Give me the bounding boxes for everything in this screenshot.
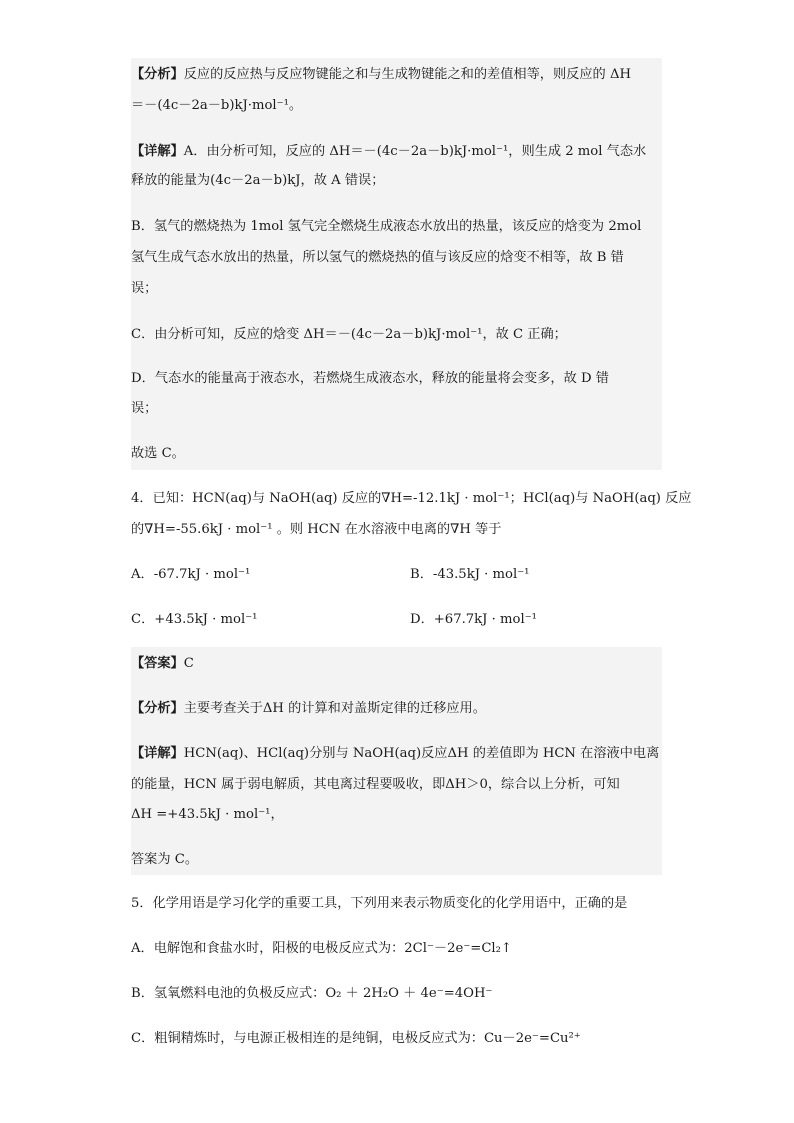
q3-option-b-line-3: 误； xyxy=(131,281,158,296)
q4-answer-line xyxy=(131,655,194,673)
q4-final-answer: 答案为 C。 xyxy=(131,852,199,867)
q3-analysis-tag: 【分析】 xyxy=(131,67,184,82)
q3-detail-line-2: 释放的能量为(4c－2a－b)kJ，故 A 错误； xyxy=(131,173,385,188)
q4-analysis-tag: 【分析】 xyxy=(131,701,184,716)
q5-stem: 5．化学用语是学习化学的重要工具，下列用来表示物质变化的化学用语中，正确的是 xyxy=(131,896,628,911)
q4-analysis-text: 主要考查关于ΔH 的计算和对盖斯定律的迁移应用。 xyxy=(183,701,486,716)
q3-analysis-text-1: 反应的反应热与反应物键能之和与生成物键能之和的差值相等，则反应的 ΔH xyxy=(183,67,631,82)
q4-detail-line-3: ΔH =+43.5kJ · mol⁻¹， xyxy=(131,807,284,822)
q4-answer-value: C xyxy=(183,656,194,671)
q3-analysis-line-2: ＝－(4c－2a－b)kJ·mol⁻¹。 xyxy=(131,98,303,113)
q4-detail-line-2: 的能量，HCN 属于弱电解质，其电离过程要吸收，即ΔH＞0，综合以上分析，可知 xyxy=(131,777,620,792)
q4-detail-text-1: HCN(aq)、HCl(aq)分别与 NaOH(aq)反应ΔH 的差值即为 HCN 在溶液中电离 xyxy=(183,746,660,761)
q3-option-b-line-1: B．氢气的燃烧热为 1mol 氢气完全燃烧生成液态水放出的热量，该反应的焓变为 2mol xyxy=(131,219,642,234)
q4-answer-tag: 【答案】 xyxy=(131,656,184,671)
q3-option-b-line-2: 氢气生成气态水放出的热量，所以氢气的燃烧热的值与该反应的焓变不相等，故 B 错 xyxy=(131,250,624,265)
q4-detail-tag: 【详解】 xyxy=(131,746,184,761)
q3-detail-tag: 【详解】 xyxy=(131,144,184,159)
q3-analysis-line-1 xyxy=(131,66,631,84)
q4-stem-line-2: 的∇H=-55.6kJ · mol⁻¹ 。则 HCN 在水溶液中电离的∇H 等于 xyxy=(131,522,502,537)
q4-option-a: A．-67.7kJ · mol⁻¹ xyxy=(131,567,251,582)
q4-option-c: C．+43.5kJ · mol⁻¹ xyxy=(131,612,258,627)
q3-detail-line-1 xyxy=(131,143,646,161)
q5-option-c: C．粗铜精炼时，与电源正极相连的是纯铜，电极反应式为：Cu－2e⁻=Cu²⁺ xyxy=(131,1031,581,1046)
q4-analysis-line xyxy=(131,700,486,718)
q4-option-b: B．-43.5kJ · mol⁻¹ xyxy=(410,567,530,582)
q4-stem-line-1: 4．已知：HCN(aq)与 NaOH(aq) 反应的∇H=-12.1kJ · mol⁻¹；HCl(aq)与 NaOH(aq) 反应 xyxy=(131,491,692,506)
q4-detail-line-1 xyxy=(131,745,659,763)
q3-option-d-line-2: 误； xyxy=(131,401,158,416)
q3-detail-text-1: A．由分析可知，反应的 ΔH＝－(4c－2a－b)kJ·mol⁻¹，则生成 2 mol 气态水 xyxy=(183,144,647,159)
q3-option-c-line-1: C．由分析可知，反应的焓变 ΔH＝－(4c－2a－b)kJ·mol⁻¹，故 C 正确； xyxy=(131,327,567,342)
q3-option-d-line-1: D．气态水的能量高于液态水，若燃烧生成液态水，释放的能量将会变多，故 D 错 xyxy=(131,371,609,386)
q5-option-b: B．氢氧燃料电池的负极反应式：O₂ ＋ 2H₂O ＋ 4e⁻=4OH⁻ xyxy=(131,986,493,1001)
q4-option-d: D．+67.7kJ · mol⁻¹ xyxy=(410,612,537,627)
q3-final-answer: 故选 C。 xyxy=(131,446,185,461)
q5-option-a: A．电解饱和食盐水时，阳极的电极反应式为：2Cl⁻－2e⁻=Cl₂↑ xyxy=(131,941,512,956)
